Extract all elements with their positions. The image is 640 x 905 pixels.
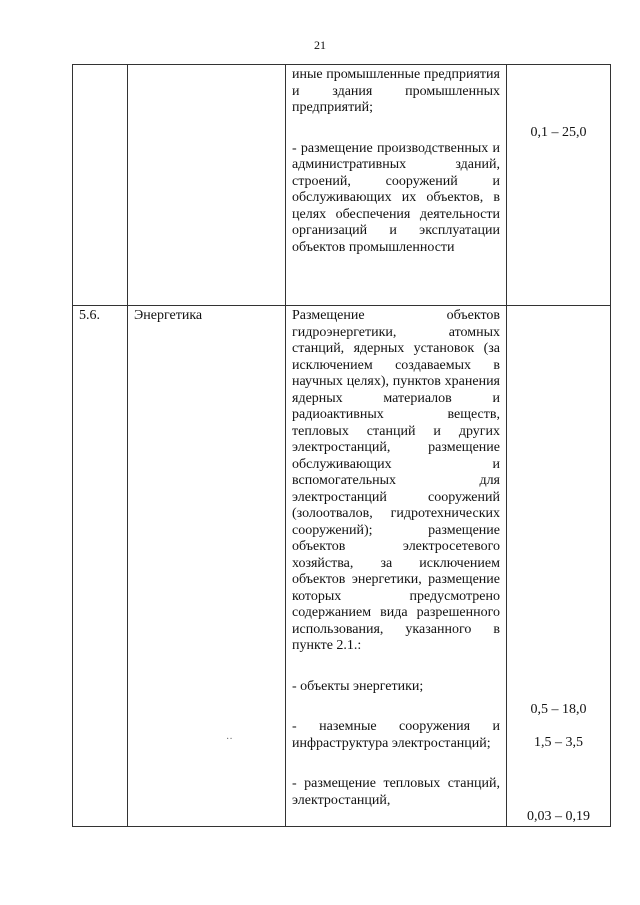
scan-speck: ··: [226, 734, 233, 745]
value-cell: [507, 65, 611, 306]
value-cell: [507, 306, 611, 827]
name-cell: [128, 65, 286, 306]
code-cell: [73, 65, 128, 306]
table-row: [73, 306, 611, 827]
description-item: - объекты энергетики;: [292, 678, 424, 694]
page-number: 21: [314, 38, 326, 52]
value-range: 0,5 – 18,0: [530, 702, 587, 717]
description-item: - размещение тепловых станций, электростанций,: [292, 776, 500, 808]
table-row: [73, 65, 611, 306]
description-cell: [286, 65, 507, 306]
name-cell: Энергетика: [128, 306, 286, 827]
description-text: Размещение объектов гидроэнергетики, атомных станций, ядерных установок (за исключением создаваемых в научных целях), пунктов хранения ядерных материалов и радиоактивных веществ, тепловых станций и других электростанций, размещение обслуживающих и вспомогательных для электростанций сооружений (золоотвалов, гидротехнических сооружений); размещение объектов электросетевого хозяйства, за исключением объектов энергетики, размещение которых предусмотрено содержанием вида разрешенного использования, указанного в пункте 2.1.:: [292, 308, 500, 653]
land-use-table: [72, 64, 611, 827]
code-cell: 5.6.: [73, 306, 128, 827]
value-range: 0,03 – 0,19: [527, 809, 590, 824]
description-item: - наземные сооружения и инфраструктура электростанций;: [292, 719, 500, 751]
value-range: 1,5 – 3,5: [534, 734, 583, 750]
description-text: иные промышленные предприятия и здания промышленных предприятий;: [292, 67, 500, 115]
description-item: - размещение производственных и административных зданий, строений, сооружений и обслуживающих их объектов, в целях обеспечения деятельности организаций и эксплуатации объектов промышленности: [292, 140, 500, 255]
description-cell: [286, 306, 507, 827]
value-range: 0,1 – 25,0: [530, 125, 587, 140]
